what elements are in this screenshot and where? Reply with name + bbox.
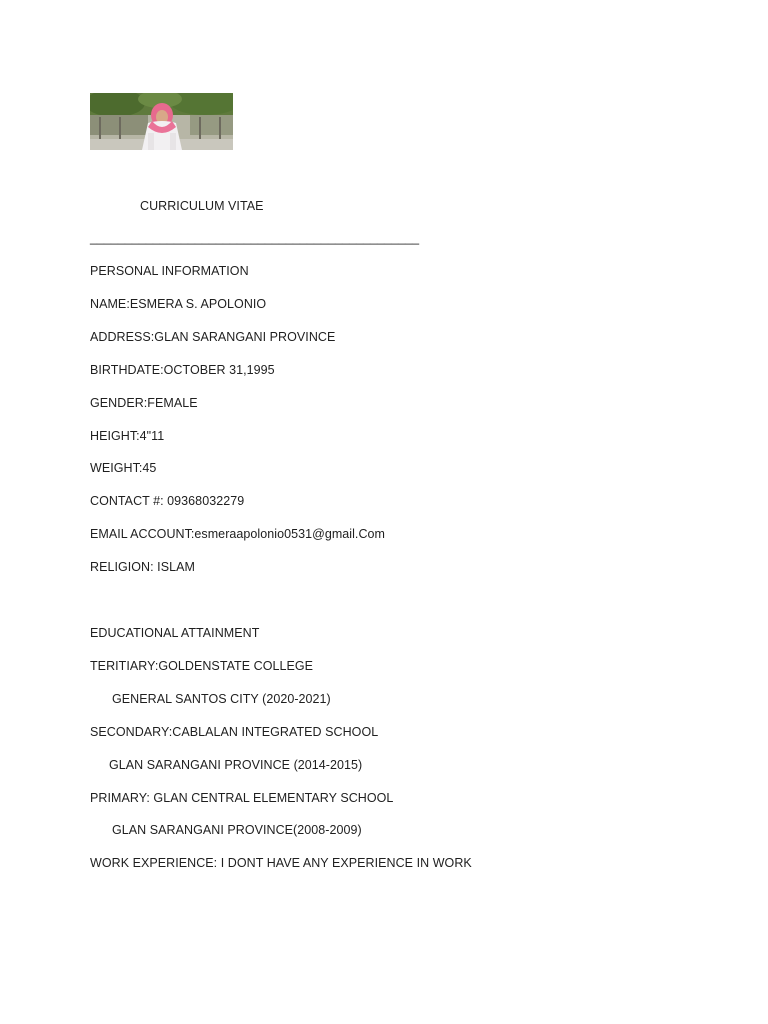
title-separator: _______________________________________________	[90, 231, 420, 245]
secondary-school: SECONDARY:CABLALAN INTEGRATED SCHOOL	[90, 725, 379, 739]
address-field: ADDRESS:GLAN SARANGANI PROVINCE	[90, 330, 336, 344]
religion-field: RELIGION: ISLAM	[90, 560, 195, 574]
weight-field: WEIGHT:45	[90, 461, 157, 475]
height-field: HEIGHT:4"11	[90, 429, 165, 443]
tertiary-school: TERITIARY:GOLDENSTATE COLLEGE	[90, 659, 314, 673]
birthdate-field: BIRTHDATE:OCTOBER 31,1995	[90, 363, 275, 377]
primary-detail: GLAN SARANGANI PROVINCE(2008-2009)	[112, 823, 362, 837]
profile-photo	[90, 93, 233, 150]
primary-school: PRIMARY: GLAN CENTRAL ELEMENTARY SCHOOL	[90, 791, 394, 805]
gender-field: GENDER:FEMALE	[90, 396, 198, 410]
work-experience: WORK EXPERIENCE: I DONT HAVE ANY EXPERIENCE IN WORK	[90, 856, 472, 870]
email-field: EMAIL ACCOUNT:esmeraapolonio0531@gmail.Com	[90, 527, 386, 541]
cv-title: CURRICULUM VITAE	[140, 199, 264, 213]
education-heading: EDUCATIONAL ATTAINMENT	[90, 626, 260, 640]
personal-info-heading: PERSONAL INFORMATION	[90, 264, 249, 278]
tertiary-detail: GENERAL SANTOS CITY (2020-2021)	[112, 692, 331, 706]
secondary-detail: GLAN SARANGANI PROVINCE (2014-2015)	[109, 758, 363, 772]
contact-field: CONTACT #: 09368032279	[90, 494, 245, 508]
name-field: NAME:ESMERA S. APOLONIO	[90, 297, 267, 311]
